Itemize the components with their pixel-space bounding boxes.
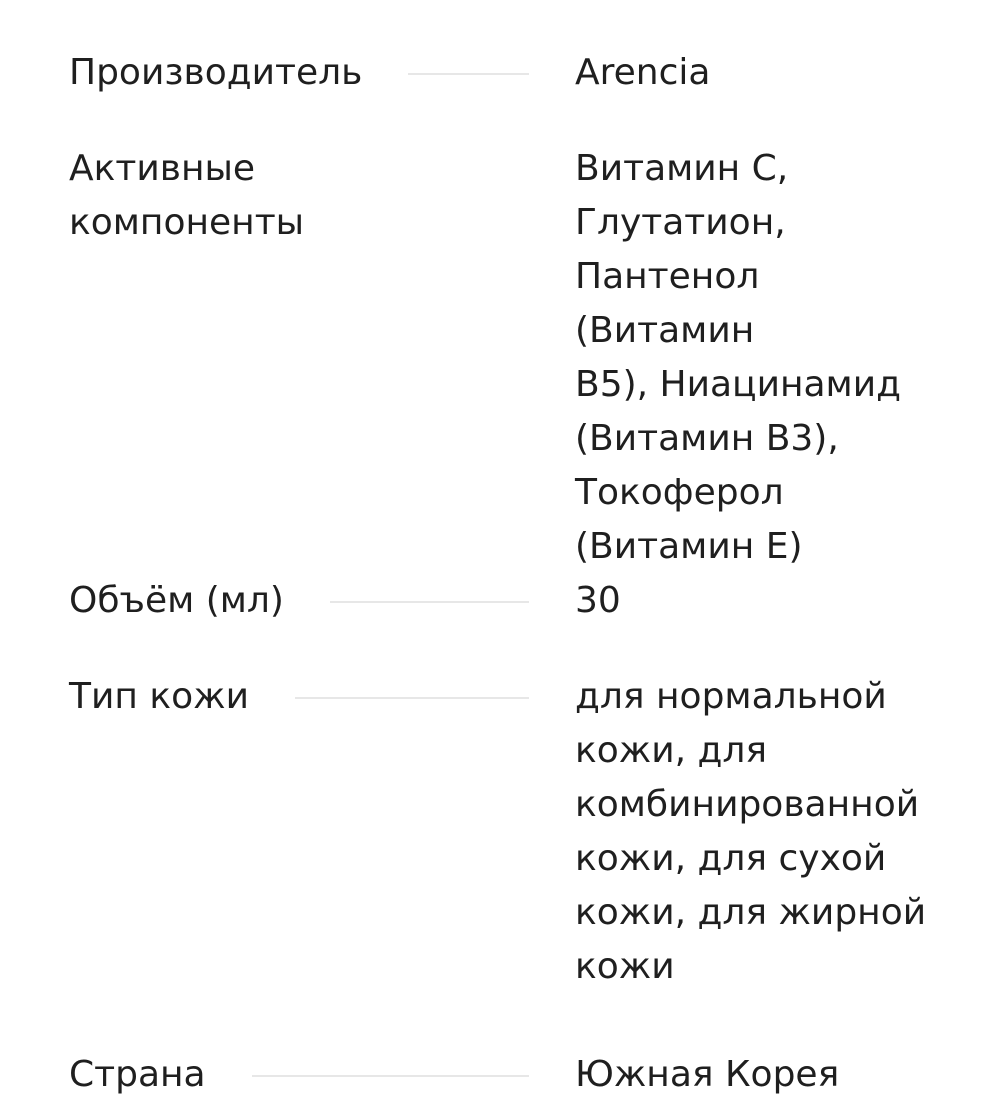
- spec-label-container: [69, 670, 529, 724]
- spec-row-manufacturer: [69, 46, 948, 100]
- spec-label-container: [69, 46, 529, 100]
- spec-label-manufacturer: Производитель: [69, 52, 363, 93]
- spec-value-active-components: Витамин C, Глутатион, Пантенол (Витамин B5), Ниацинамид (Витамин B3), Токоферол (Витамин E): [575, 148, 902, 567]
- spec-value-country: Южная Корея: [575, 1054, 840, 1095]
- spec-label-container: [69, 574, 529, 628]
- spec-row-volume: [69, 574, 948, 628]
- spec-divider: [252, 1075, 529, 1077]
- spec-label-country: Страна: [69, 1054, 206, 1095]
- spec-divider: [330, 601, 529, 603]
- spec-label-container: [69, 1048, 529, 1102]
- spec-divider: [408, 73, 529, 75]
- spec-value-skin-type: для нормальной кожи, для комбинированной кожи, для сухой кожи, для жирной кожи: [575, 676, 927, 987]
- spec-divider: [295, 697, 529, 699]
- spec-label-active-components: Активные компоненты: [69, 148, 305, 243]
- spec-row-skin-type: [69, 670, 948, 994]
- spec-label-container: [69, 142, 529, 250]
- spec-value-volume: 30: [575, 580, 621, 621]
- spec-value-manufacturer: Arencia: [575, 52, 711, 93]
- spec-row-country: [69, 1048, 948, 1102]
- spec-label-skin-type: Тип кожи: [69, 676, 249, 717]
- spec-row-active-components: [69, 142, 948, 574]
- spec-label-volume: Объём (мл): [69, 580, 284, 621]
